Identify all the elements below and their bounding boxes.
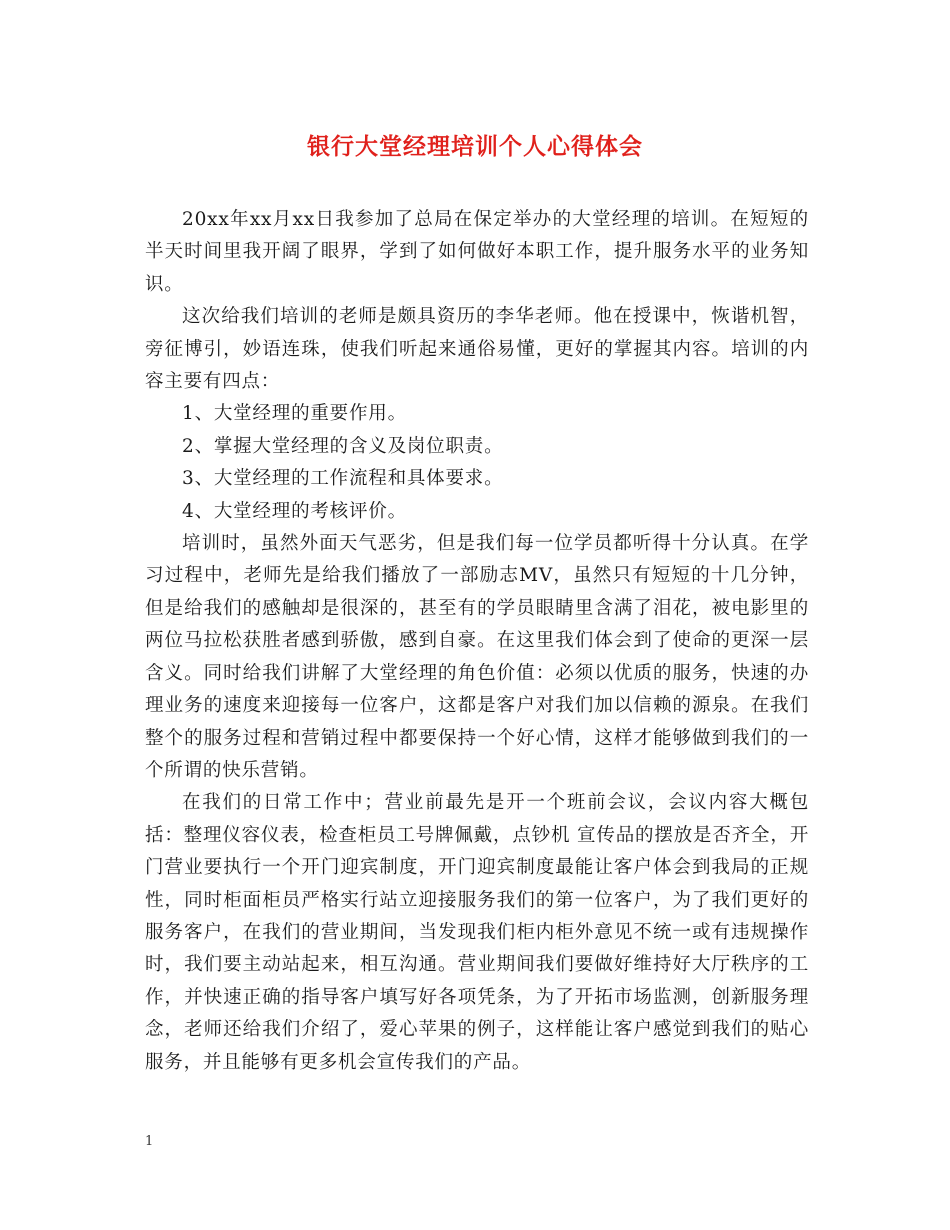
list-item: 1、大堂经理的重要作用。 [182, 403, 407, 425]
list-item: 3、大堂经理的工作流程和具体要求。 [182, 468, 504, 490]
list-item: 2、掌握大堂经理的含义及岗位职责。 [182, 435, 504, 457]
list-item: 4、大堂经理的考核评价。 [182, 500, 407, 522]
paragraph-teacher: 这次给我们培训的老师是颇具资历的李华老师。他在授课中，恢谐机智，旁征博引，妙语连珠，使我们听起来通俗易懂，更好的掌握其内容。培训的内容主要有四点： [145, 306, 809, 393]
document-body [145, 204, 809, 1079]
page-number: 1 [145, 1134, 154, 1149]
paragraph-training: 培训时，虽然外面天气恶劣，但是我们每一位学员都听得十分认真。在学习过程中，老师先是给我们播放了一部励志MV，虽然只有短短的十几分钟，但是给我们的感触却是很深的，甚至有的学员眼睛里含满了泪花，被电影里的两位马拉松获胜者感到骄傲，感到自豪。在这里我们体会到了使命的更深一层含义。同时给我们讲解了大堂经理的角色价值：必须以优质的服务，快速的办理业务的速度来迎接每一位客户，这都是客户对我们加以信赖的源泉。在我们整个的服务过程和营销过程中都要保持一个好心情，这样才能够做到我们的一个所谓的快乐营销。 [145, 533, 809, 781]
document-title: 银行大堂经理培训个人心得体会 [307, 133, 643, 160]
paragraph-daily-work: 在我们的日常工作中；营业前最先是开一个班前会议，会议内容大概包括：整理仪容仪表，检查柜员工号牌佩戴，点钞机 宣传品的摆放是否齐全，开门营业要执行一个开门迎宾制度，开门迎宾制度最能让客户体会到我局的正规性，同时柜面柜员严格实行站立迎接服务我们的第一位客户，为了我们更好的服务客户，在我们的营业期间，当发现我们柜内柜外意见不统一或有违规操作时，我们要主动站起来，相互沟通。营业期间我们要做好维持好大厅秩序的工作，并快速正确的指导客户填写好各项凭条，为了开拓市场监测，创新服务理念，老师还给我们介绍了，爱心苹果的例子，这样能让客户感觉到我们的贴心服务，并且能够有更多机会宣传我们的产品。 [145, 792, 809, 1073]
paragraph-intro: 20xx年xx月xx日我参加了总局在保定举办的大堂经理的培训。在短短的半天时间里我开阔了眼界，学到了如何做好本职工作，提升服务水平的业务知识。 [145, 209, 809, 295]
